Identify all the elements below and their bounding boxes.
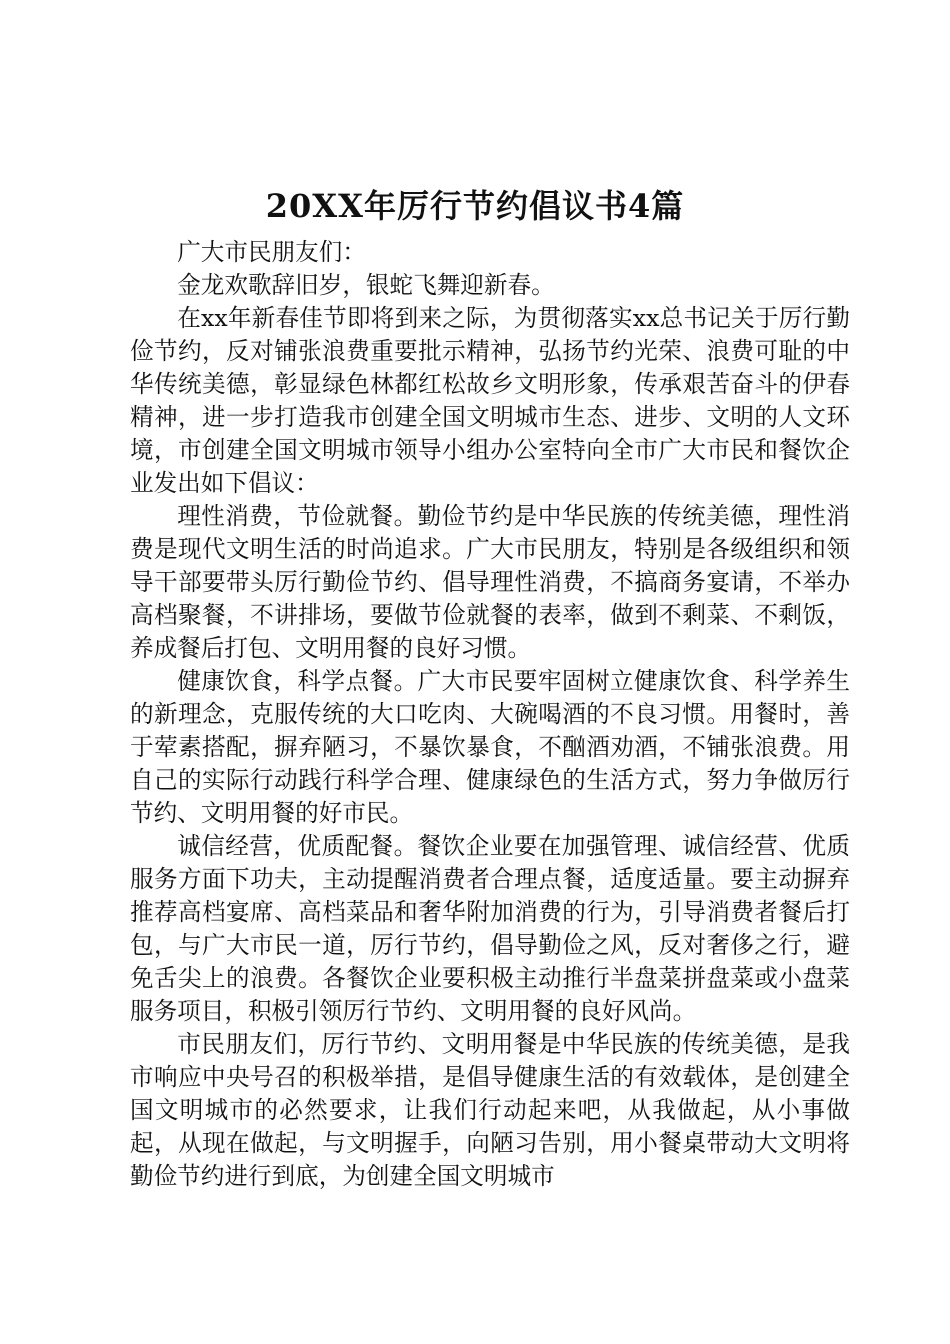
closing-call-paragraph: 市民朋友们，厉行节约、文明用餐是中华民族的传统美德，是我市响应中央号召的积极举措，是倡导健康生活的有效载体，是创建全国文明城市的必然要求，让我们行动起来吧，从我做起，从小事做起，从现在做起，与文明握手，向陋习告别，用小餐桌带动大文明将勤俭节约进行到底，为创建全国文明城市 [130, 1030, 850, 1190]
intro-paragraph: 在xx年新春佳节即将到来之际，为贯彻落实xx总书记关于厉行勤俭节约，反对铺张浪费重要批示精神，弘扬节约光荣、浪费可耻的中华传统美德，彰显绿色林都红松故乡文明形象，传承艰苦奋斗的伊春精神，进一步打造我市创建全国文明城市生态、进步、文明的人文环境，市创建全国文明城市领导小组办公室特向全市广大市民和餐饮企业发出如下倡议： [130, 304, 850, 497]
opening-line-paragraph: 金龙欢歌辞旧岁，银蛇飞舞迎新春。 [177, 271, 555, 299]
rational-consumption-paragraph: 理性消费，节俭就餐。勤俭节约是中华民族的传统美德，理性消费是现代文明生活的时尚追求。广大市民朋友，特别是各级组织和领导干部要带头厉行勤俭节约、倡导理性消费，不搞商务宴请，不举办高档聚餐，不讲排场，要做节俭就餐的表率，做到不剩菜、不剩饭，养成餐后打包、文明用餐的良好习惯。 [130, 502, 850, 662]
healthy-diet-paragraph: 健康饮食，科学点餐。广大市民要牢固树立健康饮食、科学养生的新理念，克服传统的大口吃肉、大碗喝酒的不良习惯。用餐时，善于荤素搭配，摒弃陋习，不暴饮暴食，不酗酒劝酒，不铺张浪费。用自己的实际行动践行科学合理、健康绿色的生活方式，努力争做厉行节约、文明用餐的好市民。 [130, 667, 850, 827]
document-title: 20XX年厉行节约倡议书4篇 [265, 187, 685, 225]
salutation-paragraph: 广大市民朋友们： [177, 238, 366, 266]
honest-business-paragraph: 诚信经营，优质配餐。餐饮企业要在加强管理、诚信经营、优质服务方面下功夫，主动提醒消费者合理点餐，适度适量。要主动摒弃推荐高档宴席、高档菜品和奢华附加消费的行为，引导消费者餐后打包，与广大市民一道，厉行节约，倡导勤俭之风，反对奢侈之行，避免舌尖上的浪费。各餐饮企业要积极主动推行半盘菜拼盘菜或小盘菜服务项目，积极引领厉行节约、文明用餐的良好风尚。 [130, 832, 850, 1025]
document-body [130, 236, 850, 1193]
